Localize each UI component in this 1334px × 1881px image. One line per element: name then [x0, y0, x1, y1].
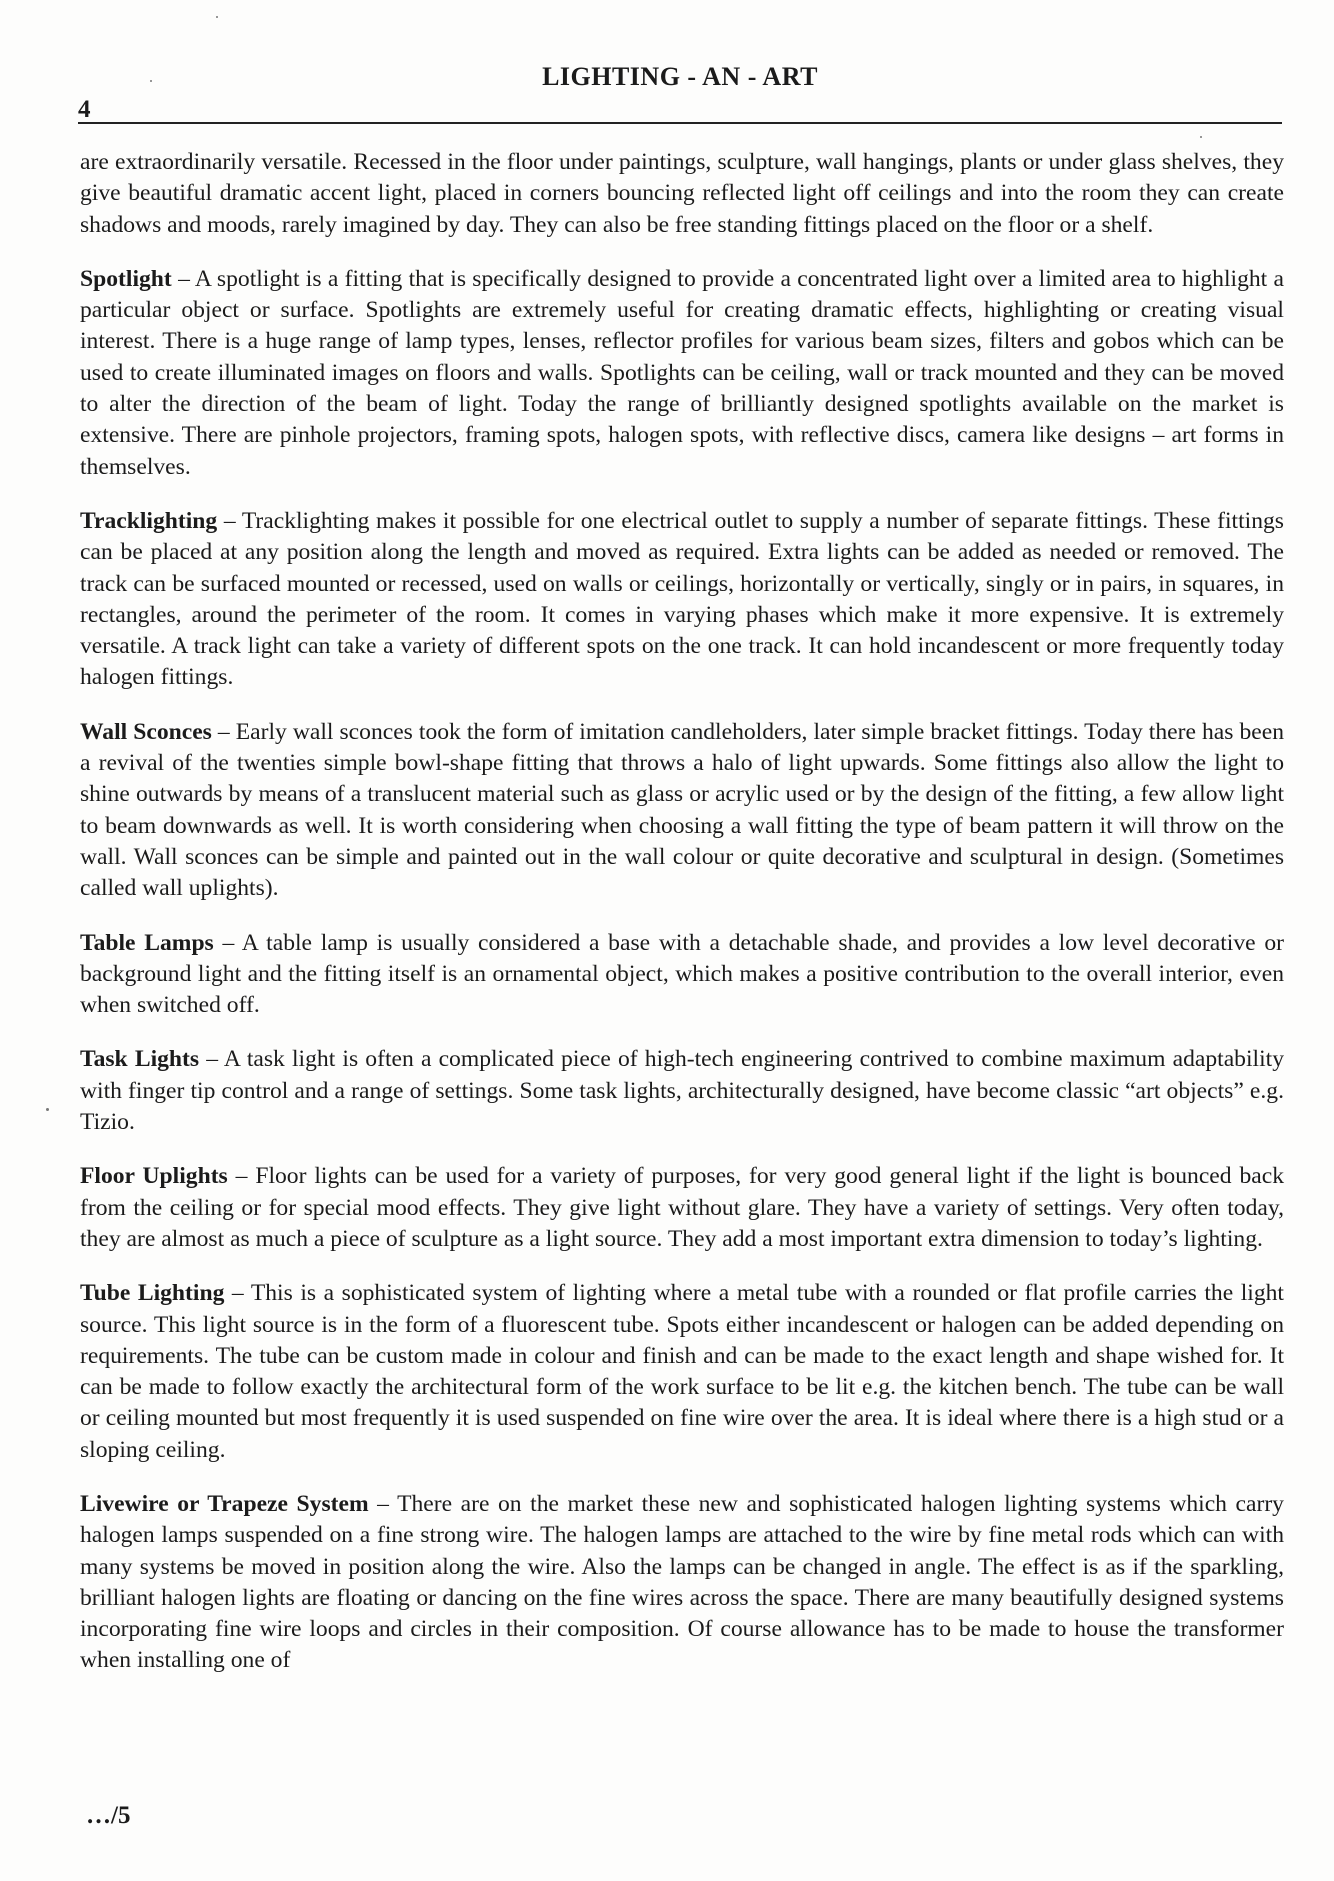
intro-paragraph: are extraordinarily versatile. Recessed in the floor under paintings, sculpture, wall hangings, plants or under glass shelves, they give beautiful dramatic accent light, placed in corners bouncing reflected light off ceilings and into the room they can create shadows and moods, rarely imagined by day. They can also be free standing fittings placed on the floor or a shelf.: [80, 149, 1284, 238]
section-wall-sconces: [80, 717, 1284, 905]
section-term: Table Lamps: [80, 929, 214, 956]
section-tracklighting: [80, 506, 1284, 694]
scan-speck: [1200, 136, 1202, 138]
header-rule: [78, 122, 1282, 124]
section-text: – A table lamp is usually considered a base with a detachable shade, and provides a low level decorative or background light and the fitting itself is an ornamental object, which makes a positive contribution to the overall interior, even when switched off.: [80, 929, 1285, 1019]
section-livewire-trapeze-system: [80, 1489, 1284, 1677]
page-number: 4: [78, 96, 91, 123]
section-term: Wall Sconces: [80, 718, 212, 745]
running-title: LIGHTING - AN - ART: [542, 62, 818, 91]
section-text: – Floor lights can be used for a variety of purposes, for very good general light if the light is bounced back from the ceiling or for special mood effects. They give light without glare. They have a variety of settings. Very often today, they are almost as much a piece of sculpture as a light source. They add a most important extra dimension to today’s lighting.: [80, 1163, 1284, 1252]
section-text: – A task light is often a complicated piece of high-tech engineering contrived to combine maximum adaptability with finger tip control and a range of settings. Some task lights, architecturally designed, have become classic “art objects” e.g. Tizio.: [80, 1046, 1284, 1136]
continuation-marker: …/5: [86, 1802, 131, 1829]
section-term: Floor Uplights: [80, 1163, 228, 1190]
section-term: Task Lights: [80, 1046, 200, 1073]
section-text: – Early wall sconces took the form of imitation candleholders, later simple bracket fittings. Today there has been a revival of the twenties simple bowl-shape fitting that throws a halo of light upwards. Some fittings also allow the light to shine outwards by means of a translucent material such as glass or acrylic used or by the design of the fitting, a few allow light to beam downwards as well. It is worth considering when choosing a wall fitting the type of beam pattern it will throw on the wall. Wall sconces can be simple and painted out in the wall colour or quite decorative and sculptural in design. (Sometimes called wall uplights).: [80, 718, 1284, 902]
section-text: – Tracklighting makes it possible for one electrical outlet to supply a number of separate fittings. These fittings can be placed at any position along the length and moved as required. Extra lights can be added as needed or removed. The track can be surfaced mounted or recessed, used on walls or ceilings, horizontally or vertically, singly or in pairs, in squares, in rectangles, around the perimeter of the room. It comes in varying phases which make it more expensive. It is extremely versatile. A track light can take a variety of different spots on the one track. It can hold incandescent or more frequently today halogen fittings.: [80, 507, 1284, 691]
section-term: Tracklighting: [80, 507, 218, 534]
scan-speck: [216, 16, 218, 18]
section-table-lamps: [80, 928, 1284, 1022]
section-text: – There are on the market these new and sophisticated halogen lighting systems which carry halogen lamps suspended on a fine strong wire. The halogen lamps are attached to the wire by fine metal rods which can with many systems be moved in position along the wire. Also the lamps can be changed in angle. The effect is as if the sparkling, brilliant halogen lights are floating or dancing on the fine wires across the space. There are many beautifully designed systems incorporating fine wire loops and circles in their composition. Of course allowance has to be made to house the transformer when installing one of: [80, 1490, 1284, 1674]
section-floor-uplights: [80, 1161, 1284, 1255]
section-task-lights: [80, 1044, 1284, 1138]
section-spotlight: [80, 264, 1284, 483]
section-tube-lighting: [80, 1278, 1284, 1466]
section-term: Livewire or Trapeze System: [80, 1490, 369, 1517]
section-term: Spotlight: [80, 265, 172, 292]
section-text: – This is a sophisticated system of lighting where a metal tube with a rounded or flat profile carries the light source. This light source is in the form of a fluorescent tube. Spots either incandescent or halogen can be added depending on requirements. The tube can be custom made in colour and finish and can be made to the exact length and shape wished for. It can be made to follow exactly the architectural form of the work surface to be lit e.g. the kitchen bench. The tube can be wall or ceiling mounted but most frequently it is used suspended on fine wire over the area. It is ideal where there is a high stud or a sloping ceiling.: [80, 1280, 1284, 1463]
body-text: [80, 147, 1284, 1700]
section-text: – A spotlight is a fitting that is specifically designed to provide a concentrated light over a limited area to highlight a particular object or surface. Spotlights are extremely useful for creating dramatic effects, highlighting or creating visual interest. There is a huge range of lamp types, lenses, reflector profiles for various beam sizes, filters and gobos which can be used to create illuminated images on floors and walls. Spotlights can be ceiling, wall or track mounted and they can be moved to alter the direction of the beam of light. Today the range of brilliantly designed spotlights available on the market is extensive. There are pinhole projectors, framing spots, halogen spots, with reflective discs, camera like designs – art forms in themselves.: [80, 265, 1284, 480]
section-term: Tube Lighting: [80, 1280, 225, 1307]
scan-speck: [46, 1108, 49, 1111]
scan-speck: [150, 80, 152, 82]
